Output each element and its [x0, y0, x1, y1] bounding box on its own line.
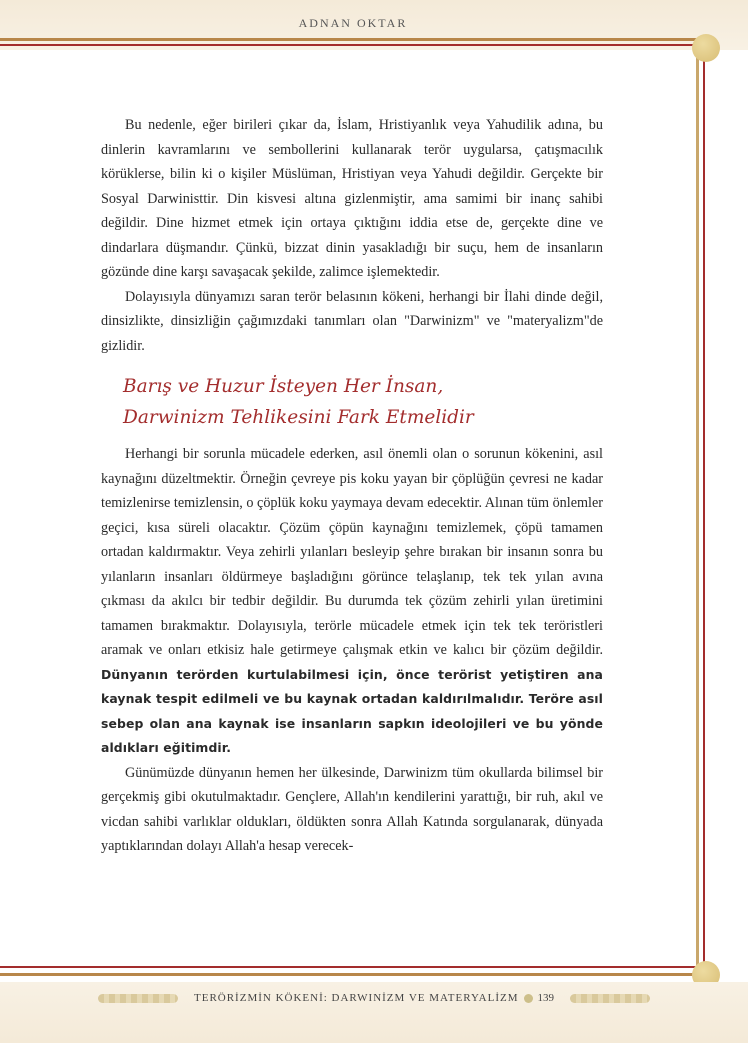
paragraph-3 — [101, 442, 603, 761]
footer-rule-inner — [0, 966, 700, 968]
paragraph-4: Günümüzde dünyanın hemen her ülkesinde, Darwinizm tüm okullarda bilimsel bir gerçekmiş gibi okutulmaktadır. Gençlere, Allah'ın kendilerini yarattığı, bir ruh, akıl ve vicdan sahibi varlıklar oldukları, öldükten sonra Allah Katında sorgulanarak, dünyada yaptıklarından dolayı Allah'a hesap verecek- — [101, 764, 603, 854]
section-heading-line-1: Barış ve Huzur İsteyen Her İnsan, — [123, 376, 444, 397]
paragraph-3-emphasis: Dünyanın terörden kurtulabilmesi için, önce terörist yetiştiren ana kaynak tespit edilmeli ve bu kaynak ortadan kaldırılmalıdır. Teröre asıl sebep olan ana kaynak ise insanların sapkın ideolojileri ve bu yönde aldıkları eğitimdir. — [101, 666, 603, 755]
paragraph-2: Dolayısıyla dünyamızı saran terör belasının kökeni, herhangi bir İlahi dinde değil, dinsizlikte, dinsizliğin çağımızdaki tanımları olan "Darwinizm" ve "materyalizm"de gizlidir. — [101, 288, 603, 354]
margin-rule-outer — [696, 48, 699, 976]
corner-disc-top — [692, 34, 720, 62]
footer-rule-outer — [0, 973, 706, 976]
footer-bullet-icon — [524, 994, 533, 1003]
page-number: 139 — [537, 992, 554, 1004]
running-header-author: ADNAN OKTAR — [298, 16, 408, 30]
footer-ornament-left — [98, 994, 178, 1003]
footer-book-title: TERÖRİZMİN KÖKENİ: DARWINİZM VE MATERYALİZM — [194, 992, 519, 1004]
running-footer — [0, 990, 748, 1006]
header-rule-outer — [0, 38, 706, 41]
margin-rule-inner — [703, 60, 705, 974]
section-heading-line-2: Darwinizm Tehlikesini Fark Etmelidir — [123, 407, 474, 428]
paragraph-3-text: Herhangi bir sorunla mücadele ederken, asıl önemli olan o sorunun kökenini, asıl kaynağını düzeltmektir. Örneğin çevreye pis koku yayan bir çöplüğün çevresi ne kadar temizlenirse temizlensin, o çöplük koku yaymaya devam edecektir. Alınan tüm önlemler geçici, kısa süreli olacaktır. Çözüm çöpün kaynağını temizlemek, çöpü tamamen ortadan kaldırmaktır. Veya zehirli yılanları besleyip şehre bırakan bir insanın sonra bu yılanların insanları öldürmeye başladığını görünce telaşlanıp, tek tek yılan avına çıkması da akılcı bir tedbir değildir. Bu durumda tek çözüm zehirli yılan üretimini tamamen bırakmaktır. Dolayısıyla, terörle mücadele etmek için tek tek teröristleri aramak ve onları etkisiz hale getirmeye çalışmak etkin ve kalıcı bir çözüm değildir. — [101, 446, 603, 658]
header-rule-inner — [0, 44, 700, 46]
page-body — [101, 113, 603, 859]
footer-ornament-right — [570, 994, 650, 1003]
paragraph-1: Bu nedenle, eğer birileri çıkar da, İslam, Hristiyanlık veya Yahudilik adına, bu dinlerin kavramlarını ve sembollerini kullanarak terör uygularsa, çatışmacılık körüklerse, bilin ki o kişiler Müslüman, Hristiyan veya Yahudi değildir. Gerçekte bir Sosyal Darwinisttir. Din kisvesi altına gizlenmiştir, ama samimi bir inanç sahibi değildir. Dine hizmet etmek için ortaya çıktığını iddia etse de, gerçekte dine ve dindarlara düşmandır. Çünkü, bizzat dinin yasakladığı bir suçu, hem de insanların gözünde dine karşı savaşacak şekilde, zalimce işlemektedir. — [101, 117, 603, 280]
section-heading — [123, 371, 603, 433]
